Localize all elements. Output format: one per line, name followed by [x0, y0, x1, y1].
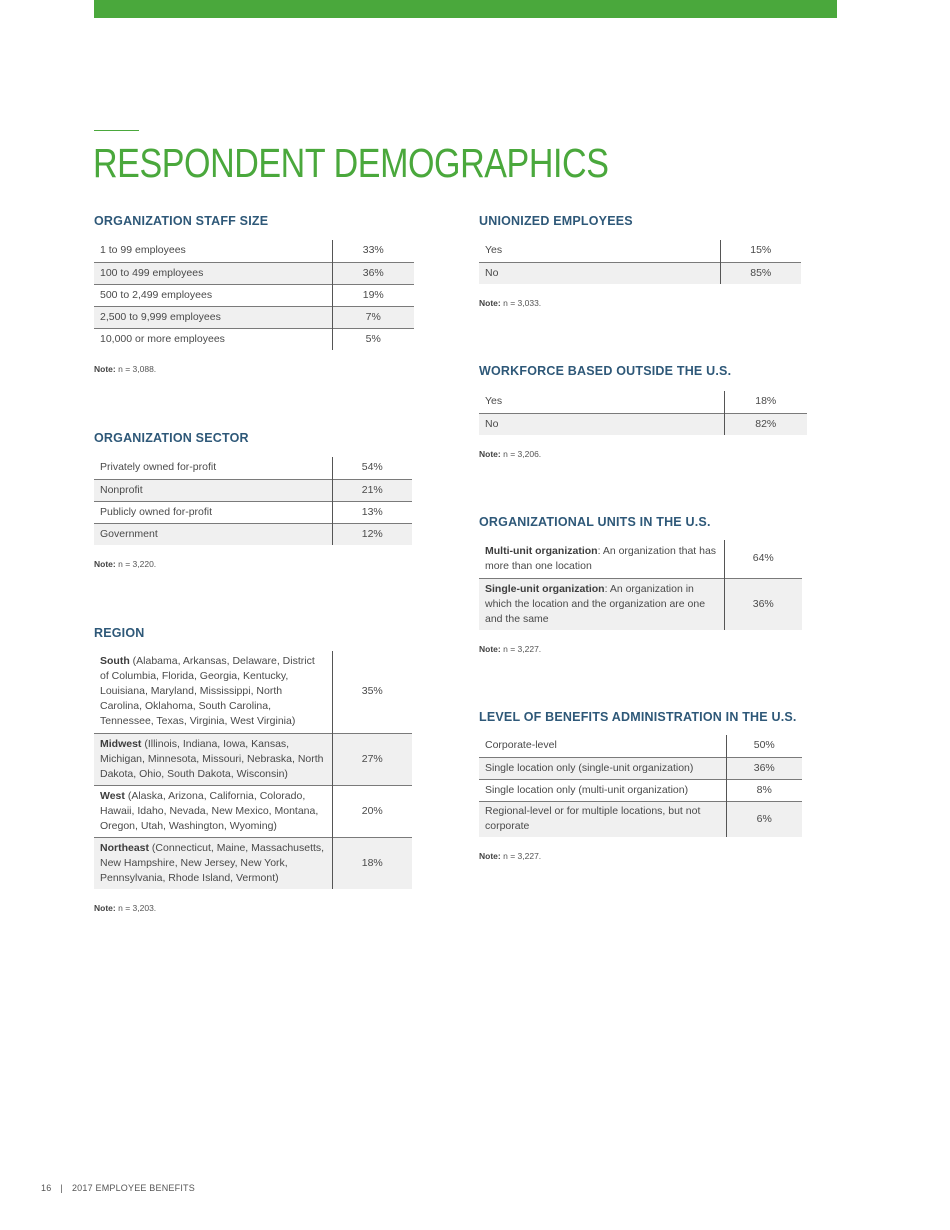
- table-row: [479, 240, 801, 262]
- table-row: [94, 501, 412, 523]
- row-label: [479, 578, 724, 630]
- note-label: Note:: [94, 364, 116, 374]
- row-label: [94, 837, 332, 889]
- region-states: (Illinois, Indiana, Iowa, Kansas, Michigan, Minnesota, Missouri, Nebraska, North Dakota, Ohio, South Dakota, Wisconsin): [100, 737, 324, 780]
- table-note: [479, 298, 801, 308]
- section-sector: [94, 431, 412, 569]
- table-note: [94, 559, 412, 569]
- note-label: Note:: [479, 449, 501, 459]
- note-text: n = 3,227.: [503, 644, 542, 654]
- note-label: Note:: [479, 851, 501, 861]
- note-text: n = 3,227.: [503, 851, 542, 861]
- sector-table: [94, 457, 412, 545]
- note-text: n = 3,033.: [503, 298, 542, 308]
- table-note: [479, 644, 802, 654]
- note-label: Note:: [94, 903, 116, 913]
- section-title: UNIONIZED EMPLOYEES: [479, 214, 633, 228]
- table-row: [94, 328, 414, 350]
- row-label: Publicly owned for-profit: [94, 501, 332, 523]
- unit-type: Single-unit organization: [485, 582, 605, 595]
- table-row: [479, 578, 802, 630]
- workforce-table: [479, 391, 807, 435]
- section-title: ORGANIZATION STAFF SIZE: [94, 214, 269, 228]
- row-label: Nonprofit: [94, 479, 332, 501]
- region-states: (Alabama, Arkansas, Delaware, District of Columbia, Florida, Georgia, Kentucky, Louisiana, Maryland, Mississippi, North Carolina, Oklahoma, South Carolina, Tennessee, Texas, Virginia, West Virginia): [100, 655, 315, 728]
- row-label: [94, 785, 332, 837]
- row-value: 5%: [332, 328, 414, 350]
- row-value: 27%: [332, 733, 412, 785]
- region-name: Northeast: [100, 841, 150, 854]
- table-row: [94, 262, 414, 284]
- table-note: [94, 903, 412, 913]
- note-text: n = 3,088.: [118, 364, 157, 374]
- row-value: 82%: [724, 413, 807, 435]
- row-label: 1 to 99 employees: [100, 244, 186, 257]
- table-row: [479, 391, 807, 413]
- section-title: ORGANIZATION SECTOR: [94, 431, 249, 445]
- row-value: 35%: [332, 651, 412, 733]
- note-label: Note:: [479, 298, 501, 308]
- row-value: 36%: [726, 757, 802, 779]
- row-value: 18%: [724, 391, 807, 413]
- row-label: Privately owned for-profit: [100, 461, 217, 474]
- unit-description: : An organization in which the location and the organization are one and the same: [485, 582, 706, 625]
- row-label: Corporate-level: [485, 739, 557, 752]
- row-label: Single location only (multi-unit organization): [479, 779, 726, 801]
- table-row: [479, 801, 802, 837]
- region-table: [94, 651, 412, 889]
- section-staff-size: [94, 214, 414, 374]
- unit-description: : An organization that has more than one location: [485, 544, 717, 572]
- page-number: 16: [41, 1183, 52, 1193]
- title-rule: [94, 130, 139, 131]
- region-name: West: [100, 789, 125, 802]
- row-label: Yes: [485, 244, 503, 257]
- note-text: n = 3,203.: [118, 903, 157, 913]
- region-states: (Connecticut, Maine, Massachusetts, New Hampshire, New Jersey, New York, Pennsylvania, Rhode Island, Vermont): [100, 841, 325, 884]
- page-title: RESPONDENT DEMOGRAPHICS: [93, 140, 609, 186]
- row-label: 10,000 or more employees: [94, 328, 332, 350]
- note-label: Note:: [94, 559, 116, 569]
- row-value: 7%: [332, 306, 414, 328]
- row-value: 13%: [332, 501, 412, 523]
- row-value: 36%: [724, 578, 802, 630]
- top-accent-bar: [94, 0, 837, 18]
- table-note: [94, 364, 414, 374]
- section-units: [479, 515, 802, 654]
- table-row: [479, 735, 802, 757]
- row-value: 19%: [332, 284, 414, 306]
- section-title: ORGANIZATIONAL UNITS IN THE U.S.: [479, 515, 711, 529]
- benefits-admin-table: [479, 735, 802, 837]
- region-name: South: [100, 655, 130, 668]
- section-title: LEVEL OF BENEFITS ADMINISTRATION IN THE U.S.: [479, 710, 797, 724]
- table-row: [94, 479, 412, 501]
- row-label: 2,500 to 9,999 employees: [94, 306, 332, 328]
- row-label: Yes: [485, 395, 503, 408]
- table-row: [479, 757, 802, 779]
- section-region: [94, 626, 412, 913]
- staff-size-table: [94, 240, 414, 350]
- footer-separator: |: [60, 1183, 63, 1193]
- table-row: [94, 284, 414, 306]
- section-title: REGION: [94, 626, 145, 640]
- section-title: WORKFORCE BASED OUTSIDE THE U.S.: [479, 364, 732, 378]
- table-row: [94, 837, 412, 889]
- table-row: [94, 733, 412, 785]
- row-value: 33%: [332, 240, 414, 262]
- table-note: [479, 449, 807, 459]
- table-row: [94, 523, 412, 545]
- page-footer: [41, 1183, 195, 1193]
- row-value: 21%: [332, 479, 412, 501]
- row-value: 54%: [332, 457, 412, 479]
- table-row: [479, 779, 802, 801]
- note-text: n = 3,206.: [503, 449, 542, 459]
- section-benefits-admin: [479, 710, 802, 861]
- row-value: 12%: [332, 523, 412, 545]
- row-value: 8%: [726, 779, 802, 801]
- unionized-table: [479, 240, 801, 284]
- note-text: n = 3,220.: [118, 559, 157, 569]
- row-value: 85%: [720, 262, 801, 284]
- row-label: 100 to 499 employees: [94, 262, 332, 284]
- footer-doc-title: 2017 EMPLOYEE BENEFITS: [71, 1183, 195, 1193]
- row-value: 18%: [332, 837, 412, 889]
- section-unionized: [479, 214, 801, 308]
- row-label: [94, 651, 332, 733]
- row-value: 6%: [726, 801, 802, 837]
- region-name: Midwest: [100, 737, 142, 750]
- row-value: 36%: [332, 262, 414, 284]
- table-row: [94, 240, 414, 262]
- note-label: Note:: [479, 644, 501, 654]
- unit-type: Multi-unit organization: [485, 544, 598, 557]
- row-label: Regional-level or for multiple locations, but not corporate: [479, 801, 726, 837]
- row-value: 20%: [332, 785, 412, 837]
- row-value: 15%: [720, 240, 801, 262]
- row-label: Single location only (single-unit organization): [479, 757, 726, 779]
- row-label: No: [479, 413, 724, 435]
- row-value: 64%: [724, 540, 802, 578]
- table-note: [479, 851, 802, 861]
- table-row: [94, 651, 412, 733]
- table-row: [94, 306, 414, 328]
- row-label: 500 to 2,499 employees: [94, 284, 332, 306]
- section-workforce: [479, 364, 807, 459]
- row-label: No: [479, 262, 720, 284]
- units-table: [479, 540, 802, 630]
- table-row: [479, 413, 807, 435]
- table-row: [479, 540, 802, 578]
- table-row: [94, 785, 412, 837]
- table-row: [94, 457, 412, 479]
- row-label: Government: [94, 523, 332, 545]
- row-label: [94, 733, 332, 785]
- region-states: (Alaska, Arizona, California, Colorado, Hawaii, Idaho, Nevada, New Mexico, Montana, Oregon, Utah, Washington, Wyoming): [100, 789, 319, 832]
- table-row: [479, 262, 801, 284]
- row-label: [479, 540, 724, 578]
- row-value: 50%: [726, 735, 802, 757]
